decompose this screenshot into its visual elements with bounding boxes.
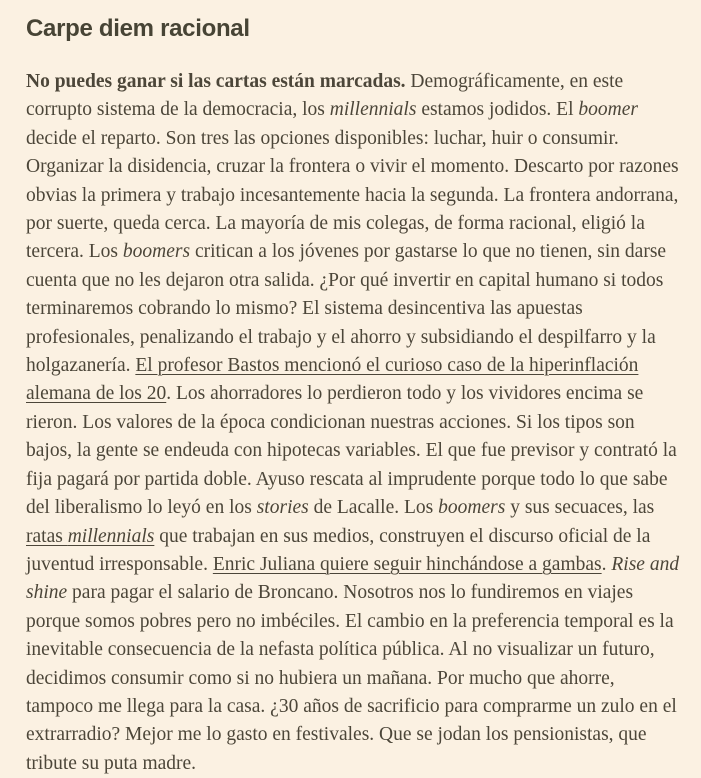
text-segment-normal: para pagar el salario de Broncano. Nosotros nos lo fundiremos en viajes porque somos pobres pero no imbéciles. El cambio en la preferencia temporal es la inevitable consecuencia de la nefasta política pública. Al no visualizar un futuro, decidimos consumir como si no hubiera un mañana. Por mucho que ahorre, tampoco me llega para la casa. ¿30 años de sacrificio para comprarme un zulo en el extrarradio? Mejor me lo gasto en festivales. Que se jodan los pensionistas, que tribute su puta madre. (26, 582, 677, 774)
article-body (26, 68, 681, 778)
text-segment-italic: boomer (578, 99, 638, 121)
text-segment-normal: . Los ahorradores lo perdieron todo y los vividores encima se rieron. Los valores de la época condicionan nuestras acciones. Si los tipos son bajos, la gente se endeuda con hipotecas variables. El que fue previsor y contrató la fija pagará por partida doble. Ayuso rescata al imprudente porque todo lo que sabe del liberalismo lo leyó en los (26, 383, 677, 519)
text-segment-italic: boomers (122, 241, 191, 263)
page-title: Carpe diem racional (26, 15, 250, 42)
text-segment-italic: millennials (329, 99, 417, 121)
text-segment-normal: estamos jodidos. El (416, 99, 579, 121)
text-segment-bold: No puedes ganar si las cartas están marcadas. (26, 71, 406, 92)
inline-link[interactable]: El profesor Bastos mencionó el curioso caso de la hiperinflación alemana de los 20 (26, 355, 639, 405)
text-segment-italic: boomers (438, 497, 506, 519)
text-segment-normal: decide el reparto. Son tres las opciones disponibles: luchar, huir o consumir. Organizar la disidencia, cruzar la frontera o vivir el momento. Descarto por razones obvias la primera y trabajo incesantemente hacia la segunda. La frontera andorrana, por suerte, queda cerca. La mayoría de mis colegas, de forma racional, eligió la tercera. Los (26, 127, 679, 263)
inline-link[interactable]: millennials (67, 525, 155, 547)
text-segment-normal: Demográficamente, en este corrupto sistema de la democracia, los (26, 71, 624, 121)
text-segment-normal: . (601, 553, 612, 575)
text-segment-normal: que trabajan en sus medios, construyen el discurso oficial de la juventud irresponsable. (26, 525, 651, 575)
text-segment-normal: critican a los jóvenes por gastarse lo que no tienen, sin darse cuenta que no les dejaron otra salida. ¿Por qué invertir en capital humano si todos terminaremos cobrando lo mismo? El sistema desincentiva las apuestas profesionales, penalizando el trabajo y el ahorro y subsidiando el despilfarro y la holgazanería. (26, 241, 667, 377)
inline-link[interactable]: ratas (26, 525, 68, 547)
text-segment-normal: y sus secuaces, las (505, 497, 655, 519)
text-segment-italic: Rise and shine (26, 553, 680, 604)
text-segment-italic: stories (256, 497, 309, 519)
inline-link[interactable]: Enric Juliana quiere seguir hinchándose a gambas (212, 553, 602, 575)
text-segment-normal: de Lacalle. Los (308, 497, 439, 519)
